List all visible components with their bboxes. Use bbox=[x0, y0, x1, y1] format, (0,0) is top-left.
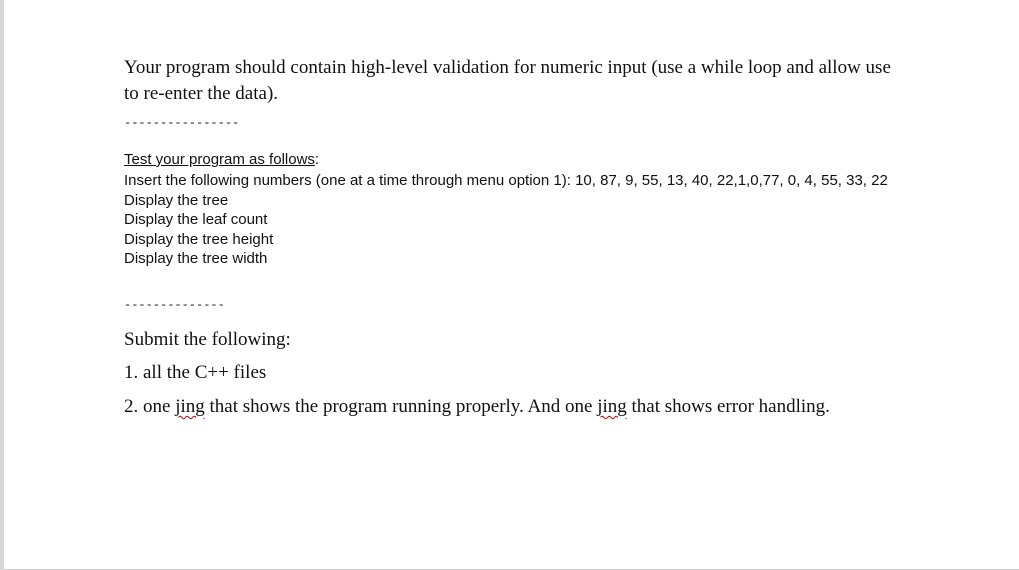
submit-item-jing-text: that shows error handling. bbox=[626, 396, 830, 417]
submit-item-jing-text: 2. one bbox=[124, 396, 176, 417]
test-line-display-tree: Display the tree bbox=[124, 191, 229, 209]
test-heading bbox=[124, 150, 899, 169]
separator-line: ---------------- bbox=[124, 116, 240, 130]
validation-paragraph: Your program should contain high-level validation for numeric input (use a while loop and allow use to re-enter the data). bbox=[124, 57, 891, 104]
spellcheck-flagged-word[interactable]: jing bbox=[597, 396, 627, 417]
submit-item-cpp-files: 1. all the C++ files bbox=[124, 362, 267, 383]
submit-item-jing-text: that shows the program running properly. And one bbox=[204, 396, 598, 417]
test-instructions bbox=[124, 171, 899, 269]
test-line-leaf-count: Display the leaf count bbox=[124, 211, 268, 228]
test-line-tree-height: Display the tree height bbox=[124, 230, 274, 248]
submit-item-jing bbox=[124, 393, 899, 420]
test-heading-text: Test your program as follows bbox=[124, 151, 315, 168]
test-heading-colon: : bbox=[314, 151, 320, 168]
spellcheck-flagged-word[interactable]: jing bbox=[175, 396, 205, 417]
test-line-tree-width: Display the tree width bbox=[124, 250, 268, 267]
test-line-insert: Insert the following numbers (one at a time through menu option 1): 10, 87, 9, 55, 13, 40, 22,1,0,77, 0, 4, 55, 33, 22 bbox=[124, 172, 888, 189]
separator-line: -------------- bbox=[124, 298, 225, 312]
submit-heading: Submit the following: bbox=[124, 329, 291, 350]
